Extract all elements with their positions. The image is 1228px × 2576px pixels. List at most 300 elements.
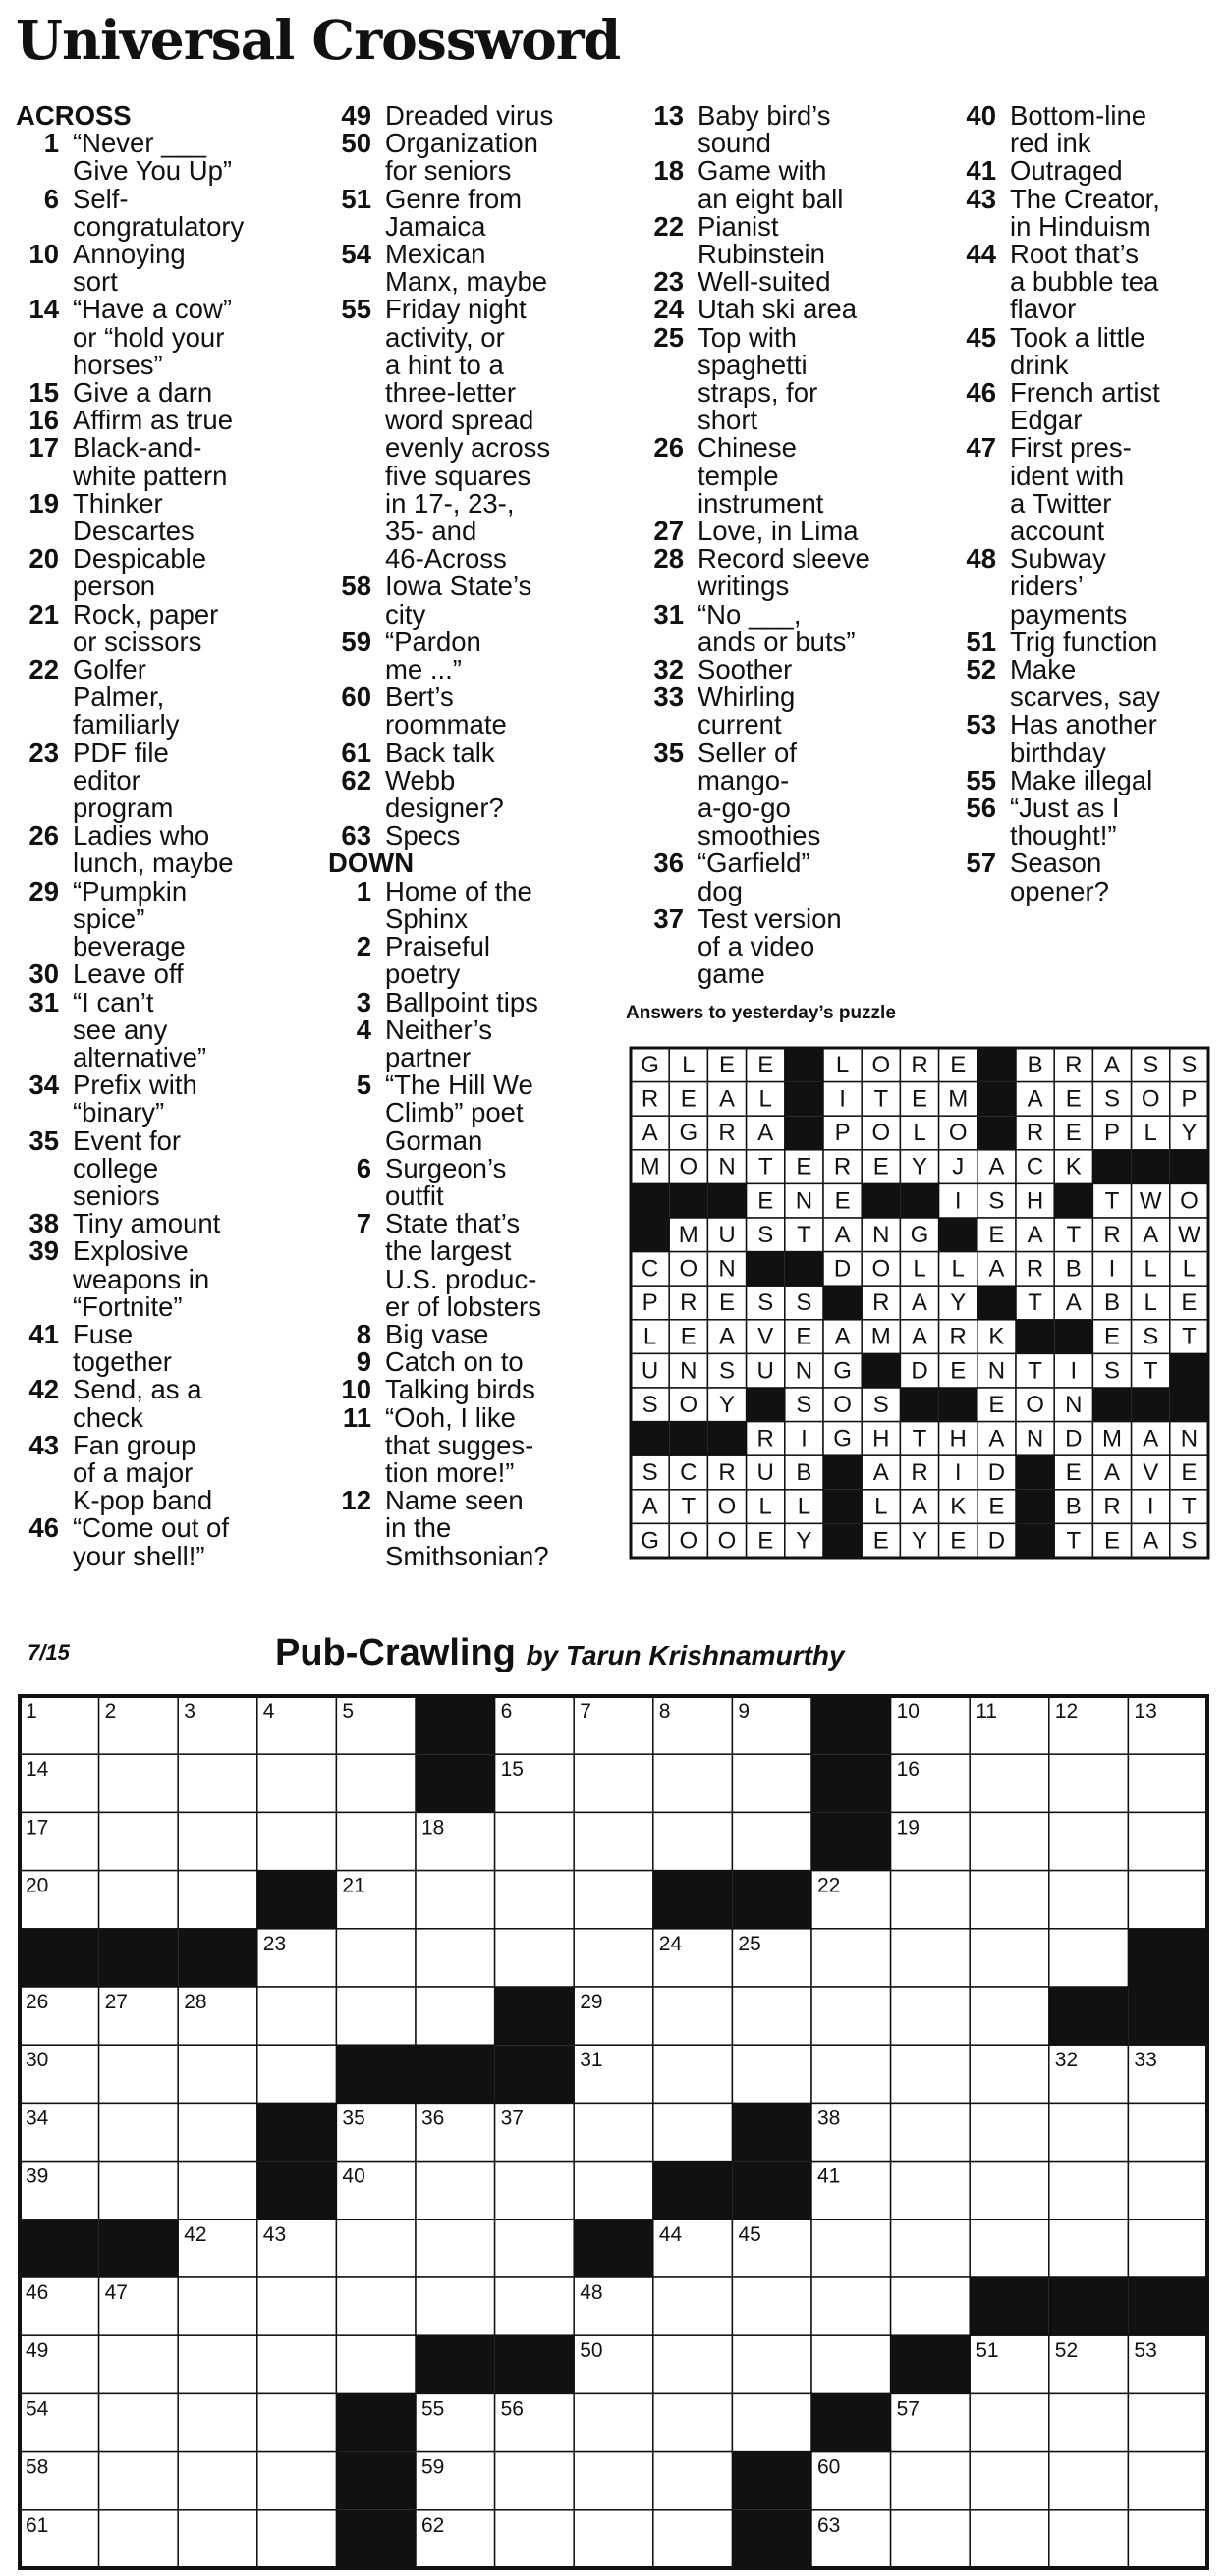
grid-cell[interactable] (416, 1987, 495, 2045)
clue-line: Top with (698, 321, 797, 353)
clue-number: 59 (341, 626, 371, 657)
grid-cell[interactable] (811, 2220, 891, 2277)
cell-number: 30 (26, 2049, 49, 2072)
grid-cell[interactable] (811, 2335, 891, 2393)
answer-black-square (977, 1048, 1016, 1082)
grid-cell[interactable] (970, 2220, 1049, 2277)
answer-letter: N (718, 1255, 736, 1283)
clue-text (73, 1124, 310, 1211)
grid-cell[interactable] (891, 2162, 971, 2220)
answer-letter: H (872, 1425, 890, 1452)
across-clue-34 (16, 1071, 310, 1126)
clue-number: 55 (341, 294, 371, 325)
across-clue-54 (328, 241, 633, 296)
cell-number: 13 (1134, 1700, 1157, 1723)
answer-letter: E (988, 1221, 1005, 1248)
grid-cell[interactable] (257, 2393, 337, 2451)
clue-line: Bert’s (385, 682, 454, 713)
clue-number: 47 (966, 432, 996, 464)
cell-number: 18 (421, 1816, 445, 1839)
grid-cell[interactable] (653, 2335, 733, 2393)
across-clue-49 (328, 102, 633, 130)
grid-cell[interactable] (811, 1987, 891, 2045)
grid-cell[interactable] (970, 1871, 1049, 1929)
grid-cell[interactable] (99, 1812, 179, 1870)
grid-cell[interactable] (970, 1929, 1049, 1987)
clue-text (698, 545, 945, 600)
answer-letter: J (952, 1153, 965, 1180)
down-clue-56 (953, 795, 1218, 850)
clue-text (73, 1210, 310, 1237)
answer-letter: L (1144, 1289, 1157, 1317)
grid-cell[interactable] (1049, 1812, 1129, 1870)
cell-number: 27 (104, 1991, 128, 2013)
grid-cell[interactable] (416, 1929, 495, 1987)
grid-cell[interactable] (99, 2393, 179, 2451)
grid-cell[interactable] (99, 2335, 179, 2393)
clue-line: Game with (698, 155, 827, 187)
grid-cell[interactable] (811, 1929, 891, 1987)
grid-cell[interactable] (178, 2045, 257, 2103)
grid-cell[interactable] (1049, 1754, 1129, 1812)
black-square (99, 2220, 179, 2277)
grid-cell[interactable] (495, 1812, 575, 1870)
grid-cell[interactable] (99, 2452, 179, 2510)
clue-line: er of lobsters (385, 1290, 541, 1322)
answer-letter: R (911, 1051, 928, 1078)
answer-letter: T (1028, 1289, 1042, 1317)
clue-line: smoothies (698, 820, 821, 851)
clue-line: game (698, 959, 765, 990)
grid-cell[interactable] (336, 1987, 416, 2045)
black-square (257, 2103, 337, 2161)
clue-number: 53 (966, 709, 996, 740)
grid-cell[interactable] (970, 1812, 1049, 1870)
grid-cell[interactable] (178, 1812, 257, 1870)
grid-cell[interactable] (1049, 2510, 1129, 2568)
black-square (732, 1871, 811, 1929)
grid-cell[interactable] (1128, 1754, 1207, 1812)
answer-letter: E (680, 1323, 697, 1350)
answer-letter: I (839, 1085, 846, 1113)
grid-cell[interactable] (1049, 1871, 1129, 1929)
cell-number: 28 (184, 1991, 207, 2013)
answer-black-square (1132, 1150, 1170, 1184)
answer-letter: E (988, 1391, 1005, 1418)
clue-text (385, 1376, 633, 1403)
clue-text (385, 626, 633, 685)
answer-letter: I (801, 1425, 808, 1452)
grid-cell[interactable] (336, 2220, 416, 2277)
grid-cell[interactable] (574, 2103, 653, 2161)
answer-letter: D (987, 1527, 1006, 1555)
answer-letter: S (1143, 1051, 1159, 1078)
grid-cell[interactable] (257, 2277, 337, 2335)
grid-cell[interactable] (653, 1812, 733, 1870)
grid-cell[interactable] (257, 1812, 337, 1870)
grid-cell[interactable] (891, 1871, 971, 1929)
grid-cell[interactable] (257, 2045, 337, 2103)
clue-text (385, 737, 633, 768)
cell-number: 63 (817, 2513, 841, 2537)
answer-letter: T (873, 1085, 889, 1113)
across-clue-51 (328, 183, 633, 242)
answer-letter: S (796, 1289, 812, 1317)
grid-cell[interactable] (1128, 2162, 1207, 2220)
grid-cell[interactable] (257, 1987, 337, 2045)
grid-cell[interactable] (416, 2162, 495, 2220)
clue-number: 9 (356, 1346, 371, 1378)
clue-text (698, 321, 945, 436)
answer-letter: L (913, 1120, 926, 1147)
grid-cell[interactable] (732, 1812, 811, 1870)
crossword-grid[interactable] (18, 1694, 1211, 2574)
down-clue-6 (328, 1152, 633, 1211)
cell-number: 31 (580, 2049, 603, 2072)
grid-cell[interactable] (811, 2277, 891, 2335)
grid-cell[interactable] (970, 2393, 1049, 2451)
grid-cell[interactable] (178, 2452, 257, 2510)
grid-cell[interactable] (653, 1987, 733, 2045)
clue-number: 16 (28, 405, 59, 436)
answer-black-square (707, 1183, 746, 1218)
grid-cell[interactable] (574, 1754, 653, 1812)
clue-text (698, 850, 945, 904)
grid-cell[interactable] (495, 2220, 575, 2277)
clue-number: 33 (653, 682, 684, 713)
grid-cell[interactable] (1128, 2220, 1207, 2277)
grid-cell[interactable] (574, 1871, 653, 1929)
grid-cell[interactable] (336, 1754, 416, 1812)
clue-number: 27 (653, 516, 684, 547)
grid-cell[interactable] (99, 2103, 179, 2161)
grid-cell[interactable] (495, 2277, 575, 2335)
grid-cell[interactable] (1049, 2452, 1129, 2510)
down-clue-57 (953, 850, 1218, 904)
answer-letter: G (833, 1425, 852, 1452)
grid-cell[interactable] (732, 2335, 811, 2393)
grid-cell[interactable] (99, 2162, 179, 2220)
answer-letter: L (1144, 1255, 1157, 1283)
grid-cell[interactable] (732, 2277, 811, 2335)
clue-line: five squares (385, 460, 531, 491)
grid-cell[interactable] (495, 1929, 575, 1987)
clue-line: Climb” poet (385, 1097, 524, 1128)
clue-number: 38 (28, 1208, 59, 1239)
grid-cell[interactable] (653, 2045, 733, 2103)
down-clue-25 (641, 321, 945, 436)
answer-letter: D (987, 1459, 1006, 1487)
grid-cell[interactable] (99, 1871, 179, 1929)
grid-cell[interactable] (574, 2162, 653, 2220)
clue-number: 22 (653, 210, 684, 242)
black-square (416, 1696, 495, 1754)
answer-letter: S (757, 1221, 774, 1248)
grid-cell[interactable] (891, 2510, 971, 2568)
grid-cell[interactable] (732, 1754, 811, 1812)
answer-letter: E (911, 1085, 928, 1113)
black-square (891, 2335, 971, 2393)
grid-cell[interactable] (891, 2220, 971, 2277)
answer-letter: T (797, 1221, 811, 1248)
clue-line: poetry (385, 959, 461, 990)
clue-text (1010, 795, 1218, 850)
clue-text (73, 487, 310, 547)
grid-cell[interactable] (1049, 2220, 1129, 2277)
down-clue-22 (641, 210, 945, 270)
clue-line: “Pardon (385, 626, 481, 657)
answer-letter: O (717, 1493, 737, 1520)
cell-number: 11 (976, 1700, 998, 1723)
grid-cell[interactable] (178, 1754, 257, 1812)
clue-line: scarves, say (1010, 682, 1160, 713)
clue-text (385, 875, 633, 934)
clue-line: check (73, 1401, 143, 1433)
answer-letter: O (1141, 1085, 1160, 1113)
grid-cell[interactable] (336, 1929, 416, 1987)
grid-cell[interactable] (970, 2162, 1049, 2220)
clue-line: payments (1010, 598, 1128, 630)
grid-cell[interactable] (970, 2103, 1049, 2161)
grid-cell[interactable] (891, 2452, 971, 2510)
grid-cell[interactable] (891, 2045, 971, 2103)
clue-line: Event for (73, 1124, 182, 1156)
grid-cell[interactable] (653, 2277, 733, 2335)
grid-cell[interactable] (891, 2277, 971, 2335)
answer-letter: N (872, 1221, 890, 1248)
grid-cell[interactable] (99, 2510, 179, 2568)
clue-line: Sphinx (385, 903, 469, 934)
clue-line: or scissors (73, 626, 202, 657)
clue-line: Descartes (73, 516, 195, 547)
grid-cell[interactable] (1049, 2162, 1129, 2220)
clue-line: birthday (1010, 737, 1106, 768)
grid-cell[interactable] (1049, 2103, 1129, 2161)
clue-number: 23 (28, 737, 59, 768)
clue-line: congratulatory (73, 210, 245, 242)
clue-text (1010, 241, 1218, 324)
grid-cell[interactable] (811, 2045, 891, 2103)
grid-cell[interactable] (178, 2162, 257, 2220)
grid-cell[interactable] (1049, 2393, 1129, 2451)
grid-cell[interactable] (970, 2045, 1049, 2103)
cell-number: 3 (184, 1700, 195, 1723)
grid-cell[interactable] (732, 2045, 811, 2103)
grid-cell[interactable] (99, 1754, 179, 1812)
grid-cell[interactable] (99, 2045, 179, 2103)
black-square (416, 2045, 495, 2103)
grid-cell[interactable] (178, 2335, 257, 2393)
grid-cell[interactable] (178, 2103, 257, 2161)
grid-cell[interactable] (416, 1871, 495, 1929)
clue-line: weapons in (73, 1263, 210, 1294)
grid-cell[interactable] (653, 2452, 733, 2510)
clue-text (698, 210, 945, 270)
clue-line: Black-and- (73, 432, 202, 464)
clue-number: 26 (653, 432, 684, 464)
clue-number: 41 (966, 155, 996, 187)
answer-letter: B (1065, 1493, 1082, 1520)
clue-line: Surgeon’s (385, 1152, 507, 1183)
cell-number: 42 (184, 2222, 207, 2246)
clue-number: 54 (341, 239, 371, 270)
cell-number: 53 (1134, 2339, 1157, 2363)
clue-line: activity, or (385, 321, 505, 353)
grid-cell[interactable] (574, 2452, 653, 2510)
grid-cell[interactable] (257, 2510, 337, 2568)
clue-line: Tiny amount (73, 1208, 221, 1239)
down-clue-46 (953, 379, 1218, 434)
answer-letter: E (1181, 1289, 1198, 1317)
answer-letter: I (1070, 1357, 1078, 1385)
answer-letter: O (871, 1120, 891, 1147)
answer-black-square (1016, 1455, 1054, 1490)
black-square (99, 1929, 179, 1987)
across-clue-20 (16, 545, 310, 600)
clue-line: Iowa State’s (385, 571, 532, 602)
grid-cell[interactable] (891, 1987, 971, 2045)
clue-line: Leave off (73, 959, 184, 990)
down-clue-18 (641, 157, 945, 212)
across-clue-60 (328, 684, 633, 739)
black-square (336, 2045, 416, 2103)
clue-column-4 (953, 102, 1218, 905)
answer-letter: P (642, 1289, 658, 1317)
grid-cell[interactable] (178, 1871, 257, 1929)
grid-cell[interactable] (574, 2393, 653, 2451)
answer-letter: R (1026, 1255, 1044, 1283)
black-square (732, 2452, 811, 2510)
clue-number: 55 (966, 764, 996, 795)
grid-cell[interactable] (257, 2452, 337, 2510)
grid-cell[interactable] (1128, 2510, 1207, 2568)
answer-black-square (977, 1116, 1016, 1150)
grid-cell[interactable] (416, 2220, 495, 2277)
answer-letter: S (872, 1391, 889, 1418)
grid-cell[interactable] (336, 2277, 416, 2335)
answer-black-square (900, 1388, 938, 1422)
down-clue-3 (328, 986, 633, 1017)
clue-line: State that’s (385, 1208, 521, 1239)
clue-line: city (385, 598, 426, 630)
cell-number: 39 (26, 2165, 49, 2188)
down-clue-52 (953, 656, 1218, 711)
grid-cell[interactable] (1128, 2393, 1207, 2451)
across-clue-35 (16, 1124, 310, 1211)
cell-number: 51 (976, 2339, 999, 2363)
clue-line: Name seen (385, 1485, 524, 1516)
clue-line: tion more!” (385, 1456, 515, 1488)
answer-black-square (823, 1455, 862, 1490)
grid-cell[interactable] (495, 2452, 575, 2510)
grid-cell[interactable] (495, 2162, 575, 2220)
answer-letter: B (796, 1459, 812, 1487)
grid-cell[interactable] (574, 2510, 653, 2568)
down-clue-1 (328, 875, 633, 934)
grid-cell[interactable] (257, 2335, 337, 2393)
grid-cell[interactable] (970, 1987, 1049, 2045)
clue-number: 40 (966, 100, 996, 131)
clue-line: Despicable (73, 543, 207, 575)
grid-cell[interactable] (891, 2103, 971, 2161)
clue-text (73, 986, 310, 1072)
grid-cell[interactable] (891, 1929, 971, 1987)
grid-cell[interactable] (416, 2277, 495, 2335)
grid-cell[interactable] (1128, 2103, 1207, 2161)
clue-number: 50 (341, 128, 371, 159)
grid-cell[interactable] (574, 1812, 653, 1870)
cell-number: 32 (1054, 2049, 1079, 2072)
clue-line: an eight ball (698, 183, 844, 214)
down-clue-33 (641, 684, 945, 739)
black-square (1049, 1987, 1129, 2045)
clue-line: a bubble tea (1010, 266, 1159, 298)
clue-line: “Have a cow” (73, 294, 232, 325)
answer-letter: A (1103, 1459, 1121, 1487)
answer-black-square (1016, 1490, 1054, 1524)
grid-cell[interactable] (732, 1987, 811, 2045)
clue-number: 46 (966, 377, 996, 409)
clue-number: 31 (653, 598, 684, 630)
answer-black-square (1092, 1388, 1131, 1422)
clue-number: 29 (28, 875, 59, 906)
clue-line: red ink (1010, 128, 1091, 159)
clue-line: Ladies who (73, 820, 210, 851)
answer-letter: D (911, 1357, 928, 1385)
grid-cell[interactable] (1128, 1871, 1207, 1929)
grid-cell[interactable] (574, 1929, 653, 1987)
clue-text (698, 737, 945, 851)
grid-cell[interactable] (495, 2510, 575, 2568)
grid-cell[interactable] (336, 1812, 416, 1870)
grid-cell[interactable] (257, 1754, 337, 1812)
grid-cell[interactable] (336, 2335, 416, 2393)
clue-text (73, 1318, 310, 1378)
grid-cell[interactable] (970, 2452, 1049, 2510)
grid-cell[interactable] (1128, 2452, 1207, 2510)
cell-number: 25 (738, 1932, 761, 1955)
answer-letter: R (949, 1323, 967, 1350)
answer-letter: L (642, 1323, 657, 1350)
grid-cell[interactable] (970, 2510, 1049, 2568)
clue-number: 31 (28, 986, 59, 1017)
clue-line: a Twitter (1010, 487, 1112, 519)
answer-letter: E (1181, 1459, 1198, 1487)
clue-text (385, 183, 633, 242)
answer-letter: S (642, 1391, 658, 1418)
grid-cell[interactable] (1049, 1929, 1129, 1987)
grid-cell[interactable] (653, 2393, 733, 2451)
down-clue-35 (641, 737, 945, 851)
grid-cell[interactable] (970, 1754, 1049, 1812)
grid-cell[interactable] (653, 1754, 733, 1812)
grid-cell[interactable] (178, 2393, 257, 2451)
grid-cell[interactable] (495, 1871, 575, 1929)
grid-cell[interactable] (178, 2277, 257, 2335)
clue-line: “binary” (73, 1097, 165, 1128)
answer-letter: O (717, 1527, 737, 1555)
grid-cell[interactable] (178, 2510, 257, 2568)
answer-black-square (631, 1422, 669, 1456)
grid-cell[interactable] (732, 2393, 811, 2451)
black-square (1128, 2277, 1207, 2335)
grid-cell[interactable] (653, 2103, 733, 2161)
grid-cell[interactable] (1128, 1812, 1207, 1870)
clue-number: 10 (28, 239, 59, 270)
answer-black-square (631, 1218, 669, 1252)
grid-cell[interactable] (653, 2510, 733, 2568)
black-square (1128, 1987, 1207, 2045)
